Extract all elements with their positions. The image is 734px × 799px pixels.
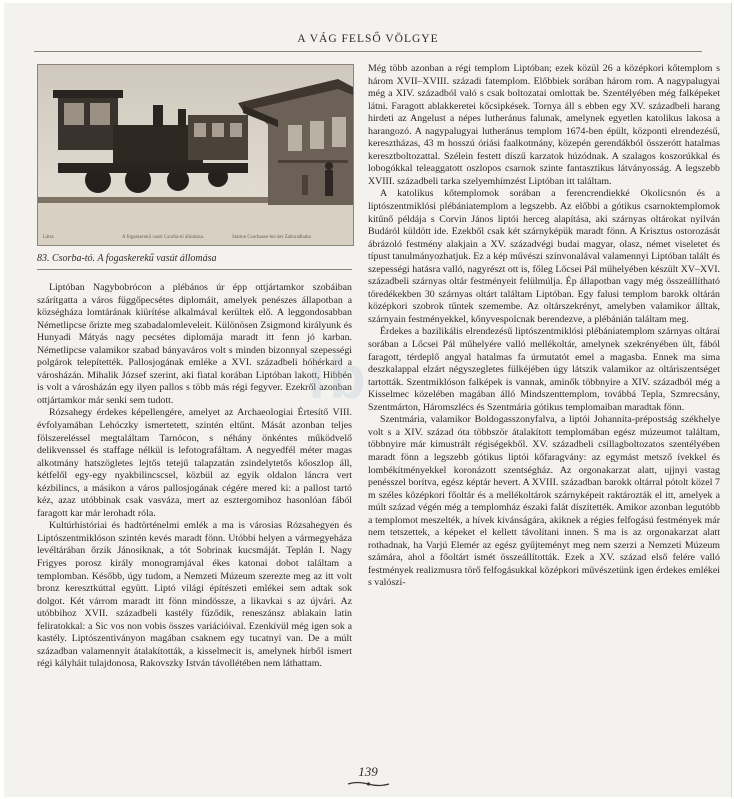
right-paragraph: Érdekes a bazilikális elrendezésű liptószentmiklósi plébániatemplom szárnyas oltárai sorában a Lőcsei Pál műhelyére valló mellékoltár, amelynek szekrényében ült, fából faragott, térdeplő angyal hatalmas fa úrmutatót emel a magasba. Ennek ma sima deszkalappal elzárt négyszegletes fülkéjében úgy látszik valamikor az oltáriszentséget tartották. Szentmiklóson falképek is vannak, aminők többnyire a XIV. századból még a Kisselmec közelében magában álló Mindszenttemplom, továbbá Tepla, Szmrecsány, Szentmárton, Háromszlécs és Szentmária gótikus templomaiban maradtak fönn.: [368, 326, 720, 413]
left-paragraph: Kultúrhistóriai és hadtörténelmi emlék a ma is városias Rózsahegyen és Liptószentmiklóson szintén kevés maradt fönn. Utóbbi helyen a vármegyeháza levéltárában őrzik Jánosiknak, a tót Sobrinak kucsmáját. Teplán I. Nagy Frigyes porosz király monogramjával ékes katonai dobot találtam a templomban. Később, úgy tudom, a Nemzeti Múzeum szerezte meg az itt volt bronz keresztkúttal együtt. Liptó világi építészeti emlékei sem adtak sok dolgot. Két várrom maradt itt fönn mindössze, a likavkai s az újvári. Az utóbbihoz XVII. századbeli kastély fűződik, reneszánsz ablakain latin feliratokkal: a Sic vos non vobis összes variációival. Ezenkívül még igen sok a kastély. Liptószentiványon magában csaknem egy tucatnyi van. De a múlt században valamennyit átalakították, a kisselmecit is, amelynek hírből ismert régi kályháit tulajdonosa, Rakovszky István távollétében nem láthattam.: [37, 520, 352, 670]
header-rule: [34, 51, 702, 52]
caption-rule: [37, 269, 352, 270]
figure-caption: 83. Csorba-tó. A fogaskerekű vasút állomása: [37, 253, 217, 264]
photo-illustration: [38, 65, 353, 245]
photo-strip-left: Látra: [43, 235, 54, 240]
ornament-icon: [346, 781, 391, 787]
photo-caption-strip: [37, 231, 352, 244]
photo-strip-right: Station Csorbasee-bei der Zahnradbahn: [232, 235, 312, 240]
book-page: [4, 3, 732, 797]
cog-railway-station-photo: [37, 64, 354, 246]
photo-strip-middle: A fogaskerekű vasút Csorba-tó állomása.: [122, 235, 205, 240]
right-paragraph: Szentmária, valamikor Boldogasszonyfalva, a liptói Johannita-prépostság székhelye volt s a XIV. század óta többször átalakított templomában egész múzeumot találtam, többnyire már kimustrált régiségekből. XV. századbeli csillagboltozatos szentélyében maradt fönn a legszebb gótikus liptói kőfaragvány: az egymást metsző ívekkel és lombékítményekkel koronázott szentségház. Az orgonakarzat alatt, ujjnyi vastag penésszel borítva, egész képtár hevert. A XVIII. században barokk oltárral pótolt közel 7 m széles középkori főoltár és a mellékoltárok szárnyképeit raktározták el itt, amelyek a múlt század végén még a templomház északi falát díszítették. Amikor azonban legutóbb a templomot meszelték, a hívek kívánságára, akiknek a régies felfogású festmények már nem tetszettek, a képeket el kellett távolítani innen. S ma is az orgonakarzat alatt rothadnak, ha Varjú Elemér az egész gyűjteményt meg nem szerzi a Nemzeti Múzeum számára, ahol a főoltárt ismét összeállították. Ezek a XV. század első felére valló festmények realizmusra törő felfogásukkal középkori művészetünk igen érdekes emlékei s valószí-: [368, 414, 720, 589]
running-header: [4, 33, 732, 45]
left-paragraph: Rózsahegy érdekes képellengére, amelyet az Archaeologiai Értesítő VIII. évfolyamában Lehóczky ismertetett, szintén eltűnt. Mását azonban teljes fölszereléssel megtaláltam Tarnócon, s néhány önkéntes működvelő delikvenssel és staffage nélkül is lefotografáltam. A negyedfél méter magas alkotmány hatszögletes lejtős tetejű talapzatán zsindelytetős kőoszlop áll, kétfelől egy-egy nyakbilincscsel, közbül az egyik oldalon láncra vert kézbilincs, a másikon a város pallosjogának cégére mered ki: a pallost tartó kéz, azaz utóbbinak csak vasváza, mert az esztergomihoz hasonlóan fából faragott kar már lerohadt róla.: [37, 407, 352, 519]
watermark: ib: [308, 344, 370, 411]
right-text-column: [368, 63, 720, 753]
left-paragraph: Liptóban Nagybobrócon a plébános úr épp ottjártamkor szobáiban szárítgatta a város függőpecsétes diplomáit, amelyek penészes állapotban a községháza lomtárának kiürítése alkalmával kerültek elő. A leggondosabban Németlipcse őrizte meg szabadalomleveleit. Különösen Zsigmond királyunk és Hunyadi Mátyás nagy pecsétes diplomája maradt itt fenn jó karban. Németlipcse valamikor szabad bányaváros volt s minden bizonnyal szepességi polgárok telepítették. Pallosjogának emléke a XVI. századbeli hóhérkard a városházán. Mihalik József szerint, aki fiatal korában Liptóban lakott, Hibbén is volt a városházán egy ilyen pallos s több más régi fegyver. Ezekről azonban ottjártamkor már senki sem tudott.: [37, 282, 352, 406]
right-paragraph: A katolikus kőtemplomok sorában a ferencrendiekké Okolicsnón és a liptószentmiklósi plébániatemplom a legszebb. Az előbbi a gótikus csarnoktemplomok kitűnő példája s Corvin János liptói herceg alapítása, aki szárnyas oltárokat nyilván Budáról küldött ide. Ezekből csak két szárnyképük maradt fönn. A Krisztus ostorozását ábrázoló festmény alakjain a XV. századvégi budai magyar, olasz, német viseletet és típust tanulmányozhatjuk. Ez a kép művészi színvonalával valamennyi Liptóban talált és szepességi hatásra valló, nagyrészt ott is, főleg Lőcsei Pál műhelyében készült XV–XVI. századbeli szárnyas oltár festményeit felülmúlja. Ép állapotban vagy még összeállítható töredékekben 30 szárnyas oltárt találtam Liptóban. Egy falusi templom barokk oltárán középkori szobrok tűntek szemembe. Az oltárszekrényt, amelyben valamikor álltak, szárnyain festményekkel, kőnyvespolcnak berendezve, a plébánián találtam meg.: [368, 188, 720, 325]
page-number: 139: [358, 764, 378, 779]
right-paragraph: Még több azonban a régi templom Liptóban; ezek közül 26 a középkori kőtemplom s három XVII–XVIII. századi fatemplom. Előbbiek sorában három rom. A nagypalugyai még a XIV. századból való s csak boltozatai omlottak be. Szentélyében még falképeket látni. Faragott ablakkeretei kőcsipkések. Tornya áll s ebben egy XV. századbeli harang hirdeti az Angelust a népes lutheránus falunak, amelynek egyetlen katolikus lakosa a harangozó. A nagypalugyai lutheránus templom 1674-ben épült, központi elrendezésű, keresztházas, 43 m hosszú óriási faalkotmány, közepén gerendákból összerótt hatalmas keresztboltozattal. Szélein festett díszű karzatok húzódnak. A szalagos koszorúkkal és lobogókkal teleaggatott oszlopos csarnok szinte fantasztikus látványosság. A legszebb XVIII. századbeli tarka szelyemhímzést Liptóban itt találtam.: [368, 63, 720, 187]
chapter-title: A VÁG FELSŐ VÖLGYE: [297, 33, 439, 45]
left-text-column: [37, 282, 352, 752]
